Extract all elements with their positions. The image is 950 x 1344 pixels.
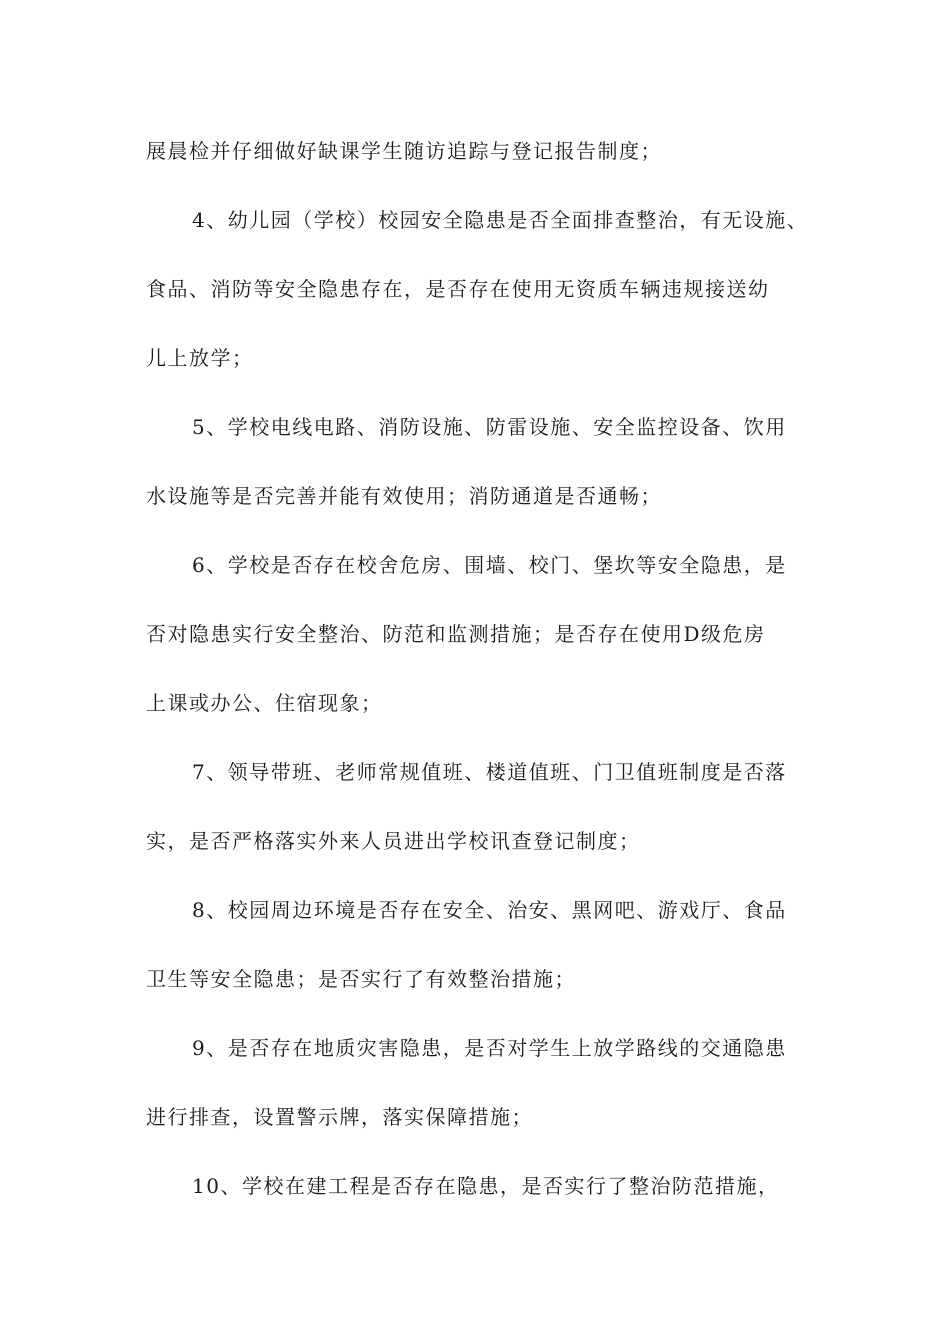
text-line-1: 展晨检并仔细做好缺课学生随访追踪与登记报告制度； bbox=[146, 139, 662, 163]
item-4-line-3: 儿上放学； bbox=[146, 346, 254, 370]
item-8-line-1: 8、校园周边环境是否存在安全、治安、黑网吧、游戏厅、食品 bbox=[192, 898, 787, 922]
item-7-line-1: 7、领导带班、老师常规值班、楼道值班、门卫值班制度是否落 bbox=[192, 760, 787, 784]
item-8-line-2: 卫生等安全隐患；是否实行了有效整治措施； bbox=[146, 967, 576, 991]
item-4-line-1: 4、幼儿园（学校）校园安全隐患是否全面排查整治，有无设施、 bbox=[192, 208, 809, 232]
item-6-line-3: 上课或办公、住宿现象； bbox=[146, 691, 383, 715]
item-7-line-2: 实，是否严格落实外来人员进出学校讯查登记制度； bbox=[146, 829, 641, 853]
item-5-line-1: 5、学校电线电路、消防设施、防雷设施、安全监控设备、饮用 bbox=[192, 415, 787, 439]
item-6-line-1: 6、学校是否存在校舍危房、围墙、校门、堡坎等安全隐患，是 bbox=[192, 553, 787, 577]
item-6-line-2: 否对隐患实行安全整治、防范和监测措施；是否存在使用D级危房 bbox=[146, 622, 766, 646]
item-4-line-2: 食品、消防等安全隐患存在，是否存在使用无资质车辆违规接送幼 bbox=[146, 277, 770, 301]
item-9-line-2: 进行排查，设置警示牌，落实保障措施； bbox=[146, 1105, 533, 1129]
item-10-line-1: 10、学校在建工程是否存在隐患，是否实行了整治防范措施， bbox=[192, 1174, 780, 1198]
item-9-line-1: 9、是否存在地质灾害隐患，是否对学生上放学路线的交通隐患 bbox=[192, 1036, 787, 1060]
item-5-line-2: 水设施等是否完善并能有效使用；消防通道是否通畅； bbox=[146, 484, 662, 508]
